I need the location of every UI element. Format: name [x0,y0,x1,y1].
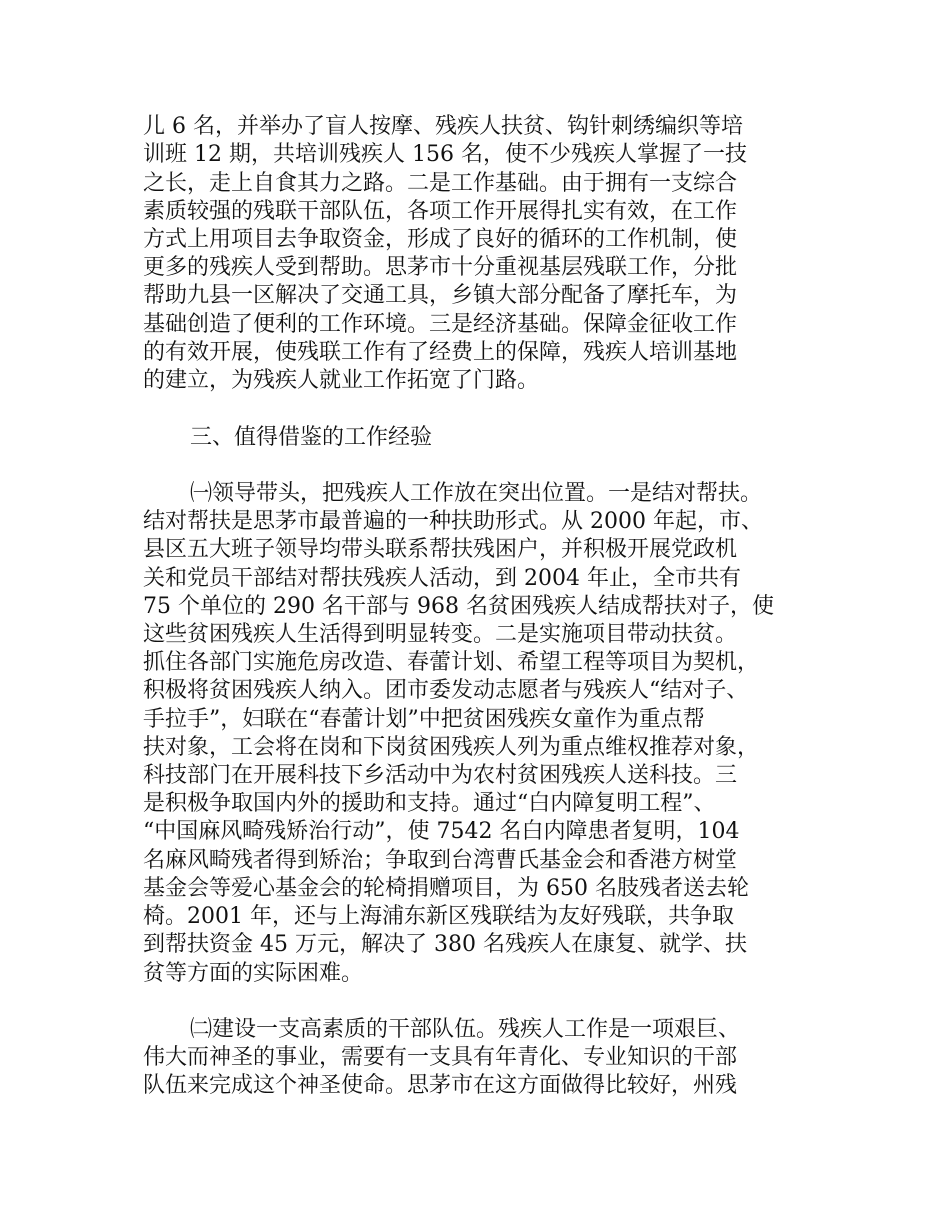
text-line: 关和党员干部结对帮扶残疾人活动，到 2004 年止，全市共有 [143,566,741,591]
text-line: 扶对象，工会将在岗和下岗贫困残疾人列为重点维权推荐对象， [143,735,760,760]
text-line: 训班 12 期，共培训残疾人 156 名，使不少残疾人掌握了一技 [143,142,747,167]
text-line: 积极将贫困残疾人纳入。团市委发动志愿者与残疾人“结对子、 [143,678,749,703]
text-line: 县区五大班子领导均带头联系帮扶残困户，并积极开展党政机 [143,537,738,562]
text-line: 是积极争取国内外的援助和支持。通过“白内障复明工程”、 [143,791,716,816]
text-line: 方式上用项目去争取资金，形成了良好的循环的工作机制，使 [143,227,738,252]
text-line: 儿 6 名，并举办了盲人按摩、残疾人扶贫、钩针刺绣编织等培 [143,114,743,139]
text-line: 这些贫困残疾人生活得到明显转变。二是实施项目带动扶贫。 [143,622,738,647]
text-line: 抓住各部门实施危房改造、春蕾计划、希望工程等项目为契机， [143,650,760,675]
text-line: 素质较强的残联干部队伍，各项工作开展得扎实有效，在工作 [143,199,738,224]
text-line: ㈡建设一支高素质的干部队伍。残疾人工作是一项艰巨、 [190,1017,741,1042]
text-line: ㈠领导带头，把残疾人工作放在突出位置。一是结对帮扶。 [190,481,763,506]
text-line: 基础创造了便利的工作环境。三是经济基础。保障金征收工作 [143,312,738,337]
text-line: 手拉手”，妇联在“春蕾计划”中把贫困残疾女童作为重点帮 [143,707,705,732]
text-line: 的建立，为残疾人就业工作拓宽了门路。 [143,368,540,393]
text-line: 基金会等爱心基金会的轮椅捐赠项目，为 650 名肢残者送去轮 [143,876,749,901]
section-heading: 三、值得借鉴的工作经验 [190,425,433,450]
text-line: 名麻风畸残者得到矫治；争取到台湾曹氏基金会和香港方树堂 [143,848,738,873]
text-line: 队伍来完成这个神圣使命。思茅市在这方面做得比较好，州残 [143,1073,738,1098]
text-line: 到帮扶资金 45 万元，解决了 380 名残疾人在康复、就学、扶 [143,932,747,957]
text-line: 75 个单位的 290 名干部与 968 名贫困残疾人结成帮扶对子，使 [143,594,774,619]
text-line: 帮助九县一区解决了交通工具，乡镇大部分配备了摩托车，为 [143,283,738,308]
text-line: 的有效开展，使残联工作有了经费上的保障，残疾人培训基地 [143,340,738,365]
text-line: 贫等方面的实际困难。 [143,961,364,986]
text-line: “中国麻风畸残矫治行动”，使 7542 名白内障患者复明，104 [143,819,740,844]
text-line: 科技部门在开展科技下乡活动中为农村贫困残疾人送科技。三 [143,763,738,788]
text-line: 结对帮扶是思茅市最普遍的一种扶助形式。从 2000 年起，市、 [143,509,763,534]
text-line: 伟大而神圣的事业，需要有一支具有年青化、专业知识的干部 [143,1045,738,1070]
text-line: 椅。2001 年，还与上海浦东新区残联结为友好残联，共争取 [143,904,734,929]
text-line: 之长，走上自食其力之路。二是工作基础。由于拥有一支综合 [143,171,738,196]
text-line: 更多的残疾人受到帮助。思茅市十分重视基层残联工作，分批 [143,255,738,280]
